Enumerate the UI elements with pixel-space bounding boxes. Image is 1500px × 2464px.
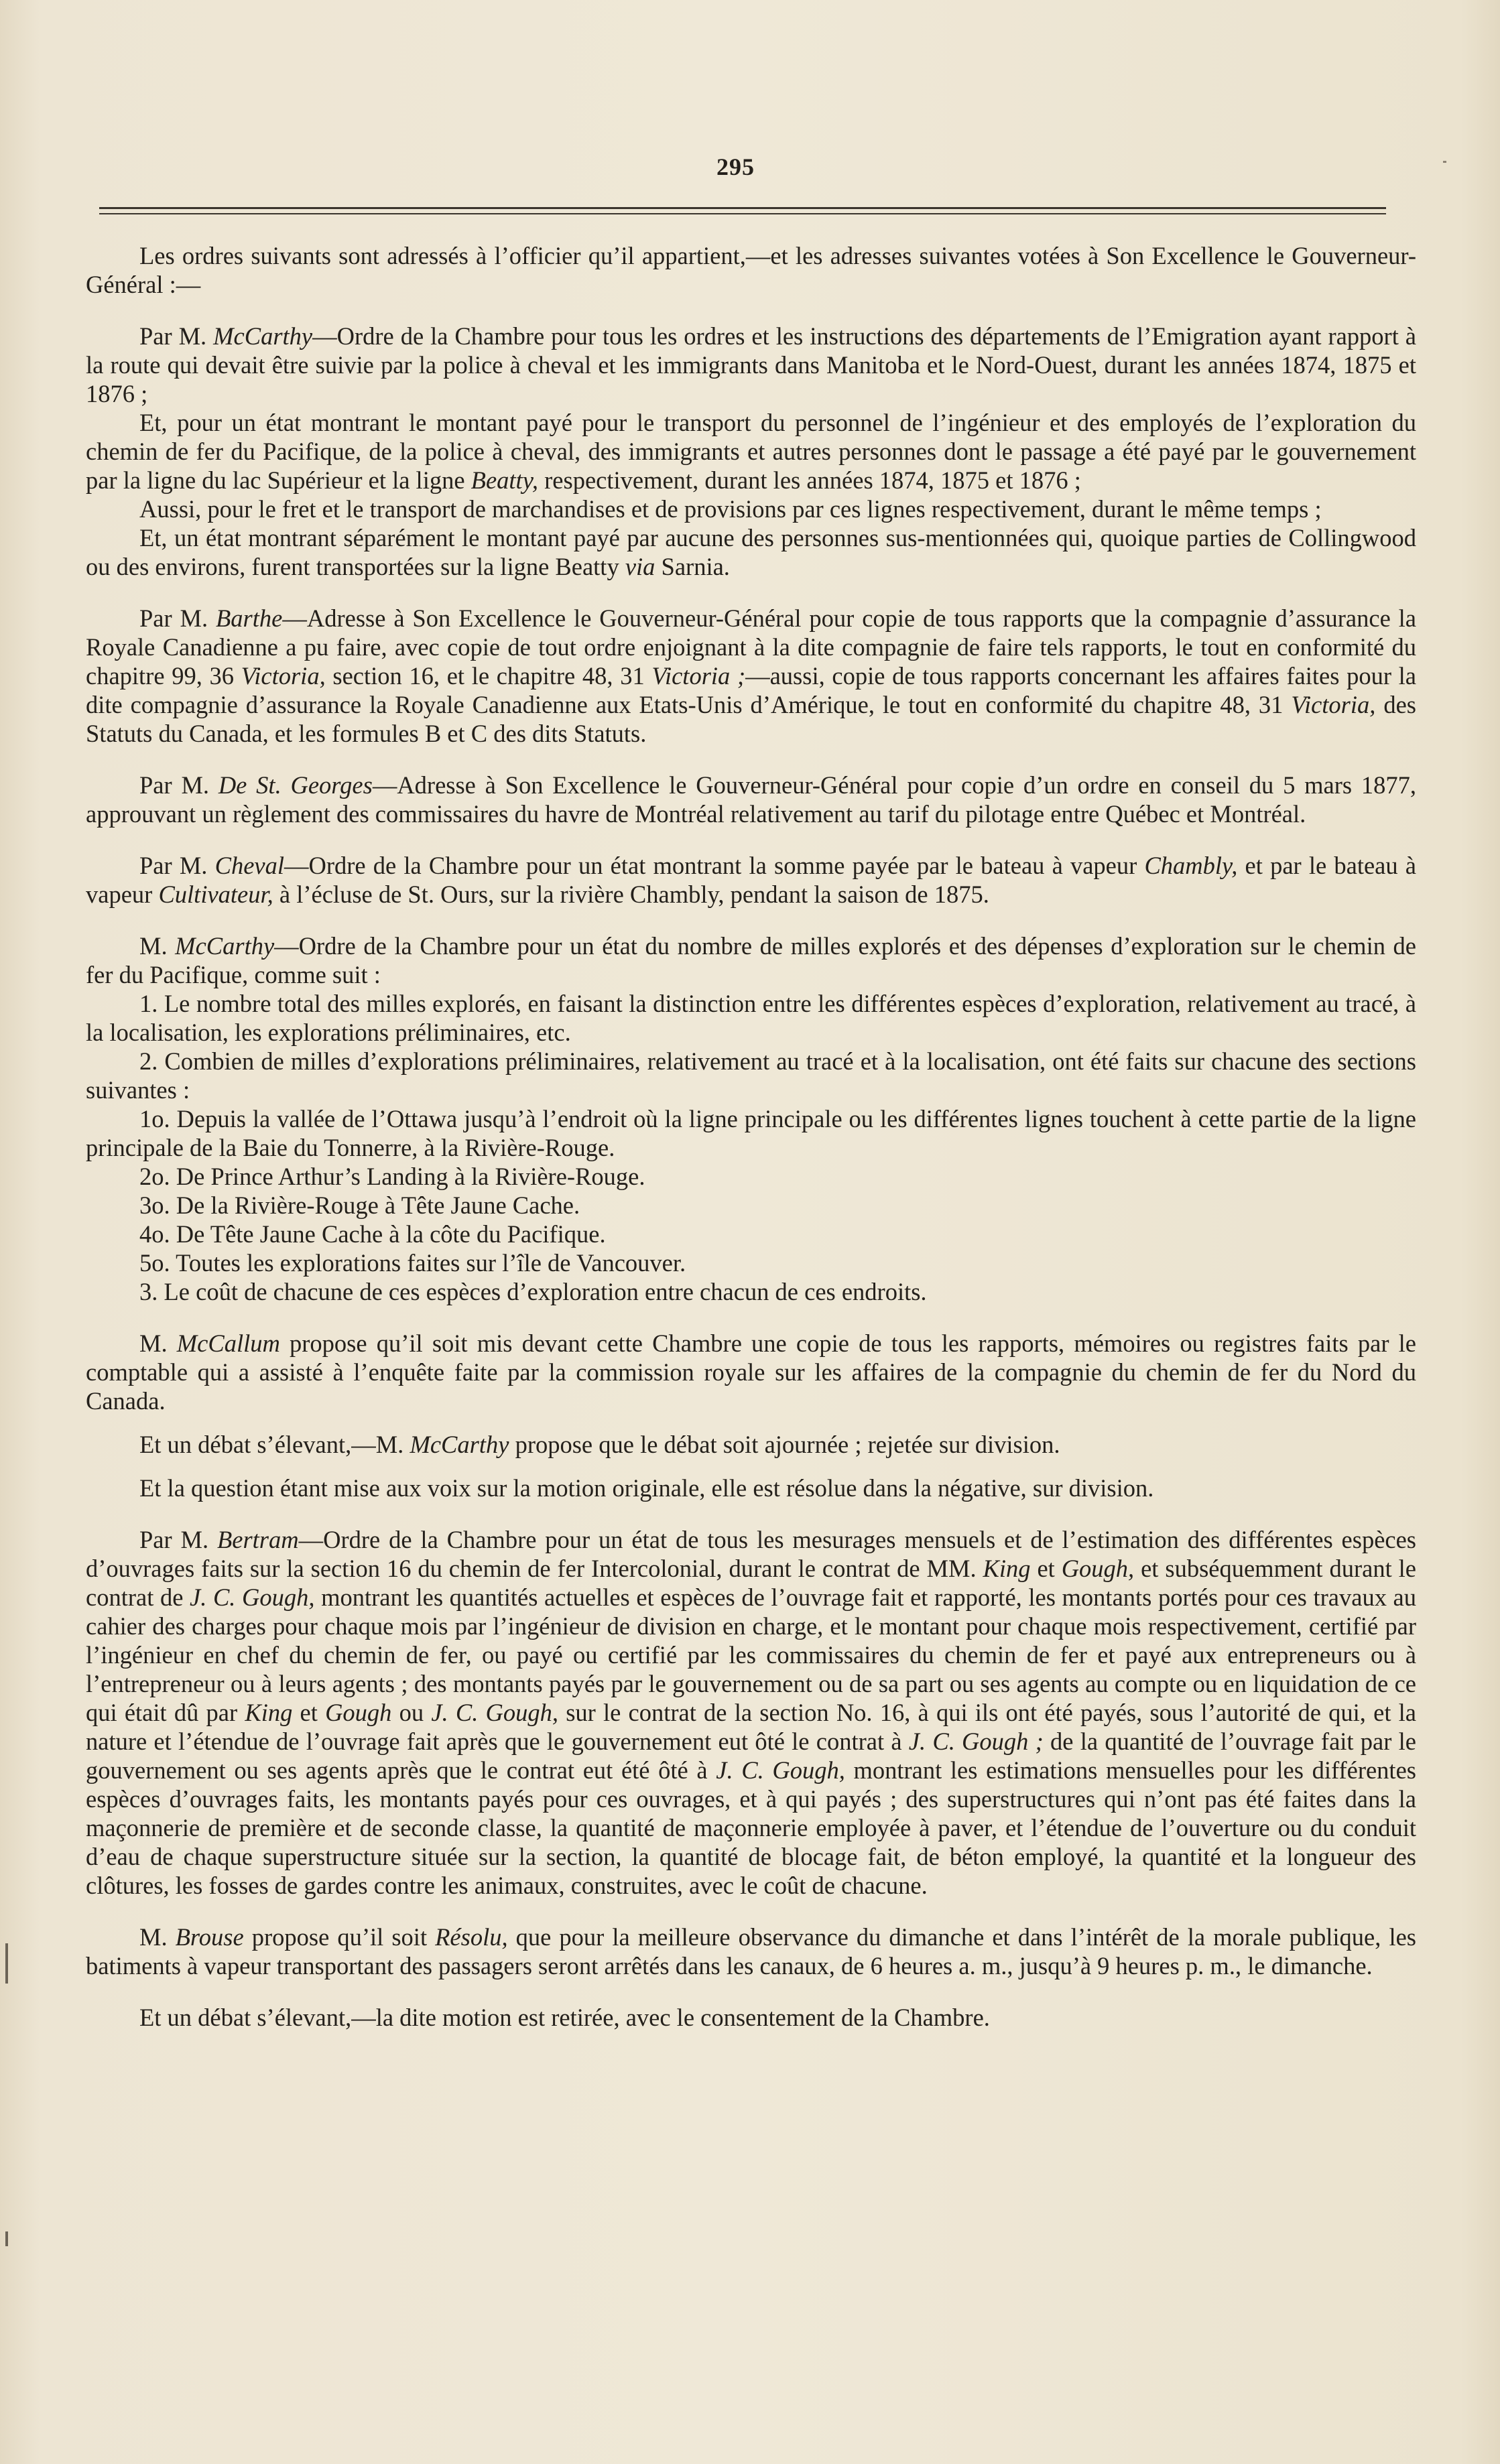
text-run: sur le contrat de la section No. 16, à qui ils ont été payés, sous l’autorité de qui, et la nature et l’étendue de l’ouvrage fait après que le gouvernement eut ôté le contrat à [86,1699,1417,1755]
italic-run: Brouse [175,1923,244,1951]
text-run: Par M. [139,852,215,879]
text-run: respectivement, durant les années 1874, 1875 et 1876 ; [538,466,1081,494]
italic-run: Gough, [1061,1555,1135,1582]
paragraph [86,931,1416,989]
text-run: et [1030,1555,1062,1582]
text-run: —aussi, copie de tous rapports concernant les affaires faites pour la dite compagnie d’assurance la Royale Canadienne aux Etats-Unis d’Amérique, le tout en conformité du chapitre 48, 31 [86,662,1416,718]
header-rule-bottom [99,213,1386,214]
text-run: propose que le débat soit ajournée ; rejetée sur division. [509,1431,1060,1458]
paragraph [86,851,1416,909]
italic-run: King [983,1555,1031,1582]
text-run: Par M. [139,1526,217,1553]
paper-speck [1443,161,1446,163]
paragraph [86,495,1416,523]
text-run: et [292,1699,326,1726]
page-number: 295 [716,153,755,180]
italic-run: McCarthy [213,322,313,350]
italic-run: Barthe [216,604,283,632]
paragraph [86,241,1416,299]
italic-run: Résolu, [435,1923,508,1951]
text-run: et par le bateau à vapeur [86,852,1416,908]
italic-run: J. C. Gough ; [908,1728,1044,1755]
text-run: —Adresse à Son Excellence le Gouverneur-Général pour copie de tous rapports que la compagnie d’assurance la Royale Canadienne a pu faire, avec copie de tout ordre enjoignant à la dite compagnie de faire tels rapports, le tout en conformité du chapitre 99, 36 [86,604,1416,690]
text-run: —Ordre de la Chambre pour un état de tous les mesurages mensuels et de l’estimation des différentes espèces d’ouvrages faits sur la section 16 du chemin de fer Intercolonial, durant le contrat de MM. [86,1526,1417,1582]
text-run: —Ordre de la Chambre pour un état montrant la somme payée par le bateau à vapeur [284,852,1145,879]
text-run: de la quantité de l’ouvrage fait par le gouvernement ou ses agents après que le contrat eut été ôté à [86,1728,1416,1784]
header-rule-top [99,207,1386,209]
binding-edge-mark [5,2231,8,2246]
text-run: Et, un état montrant séparément le montant payé par aucune des personnes sus-mentionnées qui, quoique parties de Collingwood ou des environs, furent transportées sur la ligne Beatty [86,524,1416,580]
paragraph [86,408,1416,495]
text-run: propose qu’il soit mis devant cette Chambre une copie de tous les rapports, mémoires ou registres faits par le comptable qui a assisté à l’enquête faite par la commission royale sur les affaires de la compagnie du chemin de fer du Nord du Canada. [86,1330,1416,1415]
text-run: Sarnia. [655,553,730,580]
list-item: 4o. De Tête Jaune Cache à la côte du Pacifique. [139,1220,606,1248]
paragraph [86,1430,1416,1459]
text-run: que pour la meilleure observance du dimanche et dans l’intérêt de la morale publique, les batiments à vapeur transportant des passagers seront arrêtés dans les canaux, de 6 heures a. m., jusqu’à 9 heures p. m., le dimanche. [86,1923,1416,1980]
journal-body [86,241,1416,2032]
paragraph [86,1474,1416,1502]
text-run: section 16, et le chapitre 48, 31 [325,662,652,690]
paragraph [86,2003,1416,2032]
text-run: Et un débat s’élevant,—M. [139,1431,410,1458]
italic-run: Cultivateur, [158,881,273,908]
text-run: propose qu’il soit [243,1923,436,1951]
italic-run: McCarthy [410,1431,509,1458]
italic-run: De St. Georges [218,771,373,799]
paragraph [86,322,1416,408]
paragraph [86,771,1416,828]
text-run: des Statuts du Canada, et les formules B et C des dits Statuts. [86,691,1417,747]
italic-run: McCarthy [175,932,275,960]
list-item: 3o. De la Rivière-Rouge à Tête Jaune Cache. [139,1191,580,1219]
text-run: —Ordre de la Chambre pour tous les ordres et les instructions des départements de l’Emigration ayant rapport à la route qui devait être suivie par la police à cheval et les immigrants dans Manitoba et le Nord-Ouest, durant les années 1874, 1875 et 1876 ; [86,322,1417,407]
italic-run: via [625,553,655,580]
text-run: —Ordre de la Chambre pour un état du nombre de milles explorés et des dépenses d’exploration sur le chemin de fer du Pacifique, comme suit : [86,932,1416,988]
text-run: Et un débat s’élevant,—la dite motion est retirée, avec le consentement de la Chambre. [139,2004,990,2031]
text-run: Et la question étant mise aux voix sur la motion originale, elle est résolue dans la négative, sur division. [139,1474,1154,1502]
text-run: ou [391,1699,432,1726]
list-item: 1o. Depuis la vallée de l’Ottawa jusqu’à l’endroit où la ligne principale ou les différentes lignes touchent à cette partie de la ligne principale de la Baie du Tonnerre, à la Rivière-Rouge. [86,1105,1416,1161]
text-run: montrant les quantités actuelles et espèces de l’ouvrage fait et rapporté, les montants portés pour ces travaux au cahier des charges pour chaque mois par l’ingénieur de division en charge, et le montant pour chaque mois respectivement, certifié par l’ingénieur en chef du chemin de fer, ou payé ou certifié par les commissaires du chemin de fer et payé aux entrepreneurs ou à l’entrepreneur ou à leurs agents ; des montants payés par le gouvernement ou de sa part ou ses agents au compte ou en liquidation de ce qui était dû par [86,1583,1417,1726]
italic-run: Victoria, [1291,691,1376,718]
text-run: Par M. [139,604,216,632]
binding-edge-mark [5,1943,8,1984]
italic-run: Cheval [214,852,284,879]
text-run: —Adresse à Son Excellence le Gouverneur-Général pour copie d’un ordre en conseil du 5 mars 1877, approuvant un règlement des commissaires du havre de Montréal relativement au tarif du pilotage entre Québec et Montréal. [86,771,1416,828]
italic-run: J. C. Gough, [431,1699,558,1726]
italic-run: Chambly, [1144,852,1238,879]
text-run: M. [139,1330,177,1357]
italic-run: Beatty, [471,466,539,494]
list-item: 1. Le nombre total des milles explorés, en faisant la distinction entre les différentes espèces d’exploration, relativement au tracé, à la localisation, les explorations préliminaires, etc. [86,990,1416,1046]
text-run: Les ordres suivants sont adressés à l’officier qu’il appartient,—et les adresses suivantes votées à Son Excellence le Gouverneur-Général :— [86,242,1416,298]
text-run: montrant les estimations mensuelles pour les différentes espèces d’ouvrages faits, les montants payés pour ces ouvrages, et à qui payés ; des superstructures qui n’ont pas été faites dans la maçonnerie de première et de seconde classe, la quantité de maçonnerie employée à paver, et l’étendue de l’ouverture ou du conduit d’eau de chaque superstructure située sur la section, la quantité de blocage fait, de béton employé, la quantité et la longueur des clôtures, les fosses de gardes contre les animaux, construites, avec le coût de chacune. [86,1756,1416,1899]
italic-run: Victoria, [241,662,326,690]
list-item: 5o. Toutes les explorations faites sur l’île de Vancouver. [139,1249,686,1277]
italic-run: Victoria ; [651,662,746,690]
italic-run: McCallum [176,1330,280,1357]
italic-run: Gough [325,1699,392,1726]
text-run: et subséquemment durant le contrat de [86,1555,1416,1611]
paragraph [86,1525,1416,1900]
paragraph [86,604,1416,748]
text-run: M. [139,932,176,960]
paragraph [86,1329,1416,1415]
italic-run: King [245,1699,293,1726]
list-item: 2o. De Prince Arthur’s Landing à la Rivière-Rouge. [139,1163,645,1190]
italic-run: Bertram [216,1526,299,1553]
italic-run: J. C. Gough, [190,1583,315,1611]
list-item: 3. Le coût de chacune de ces espèces d’exploration entre chacun de ces endroits. [139,1278,927,1305]
italic-run: J. C. Gough, [716,1756,845,1784]
text-run: Et, pour un état montrant le montant payé pour le transport du personnel de l’ingénieur et des employés de l’exploration du chemin de fer du Pacifique, de la police à cheval, des immigrants et autres personnes dont le passage a été payé par le gouvernement par la ligne du lac Supérieur et la ligne [86,409,1416,494]
text-run: Aussi, pour le fret et le transport de marchandises et de provisions par ces lignes respectivement, durant le même temps ; [139,495,1322,523]
list-item: 2. Combien de milles d’explorations préliminaires, relativement au tracé et à la localisation, ont été faits sur chacune des sections suivantes : [86,1047,1416,1104]
paragraph [86,523,1416,581]
paragraph [86,1923,1416,1980]
text-run: à l’écluse de St. Ours, sur la rivière Chambly, pendant la saison de 1875. [273,881,989,908]
text-run: M. [139,1923,176,1951]
text-run: Par M. [139,771,218,799]
text-run: Par M. [139,322,214,350]
